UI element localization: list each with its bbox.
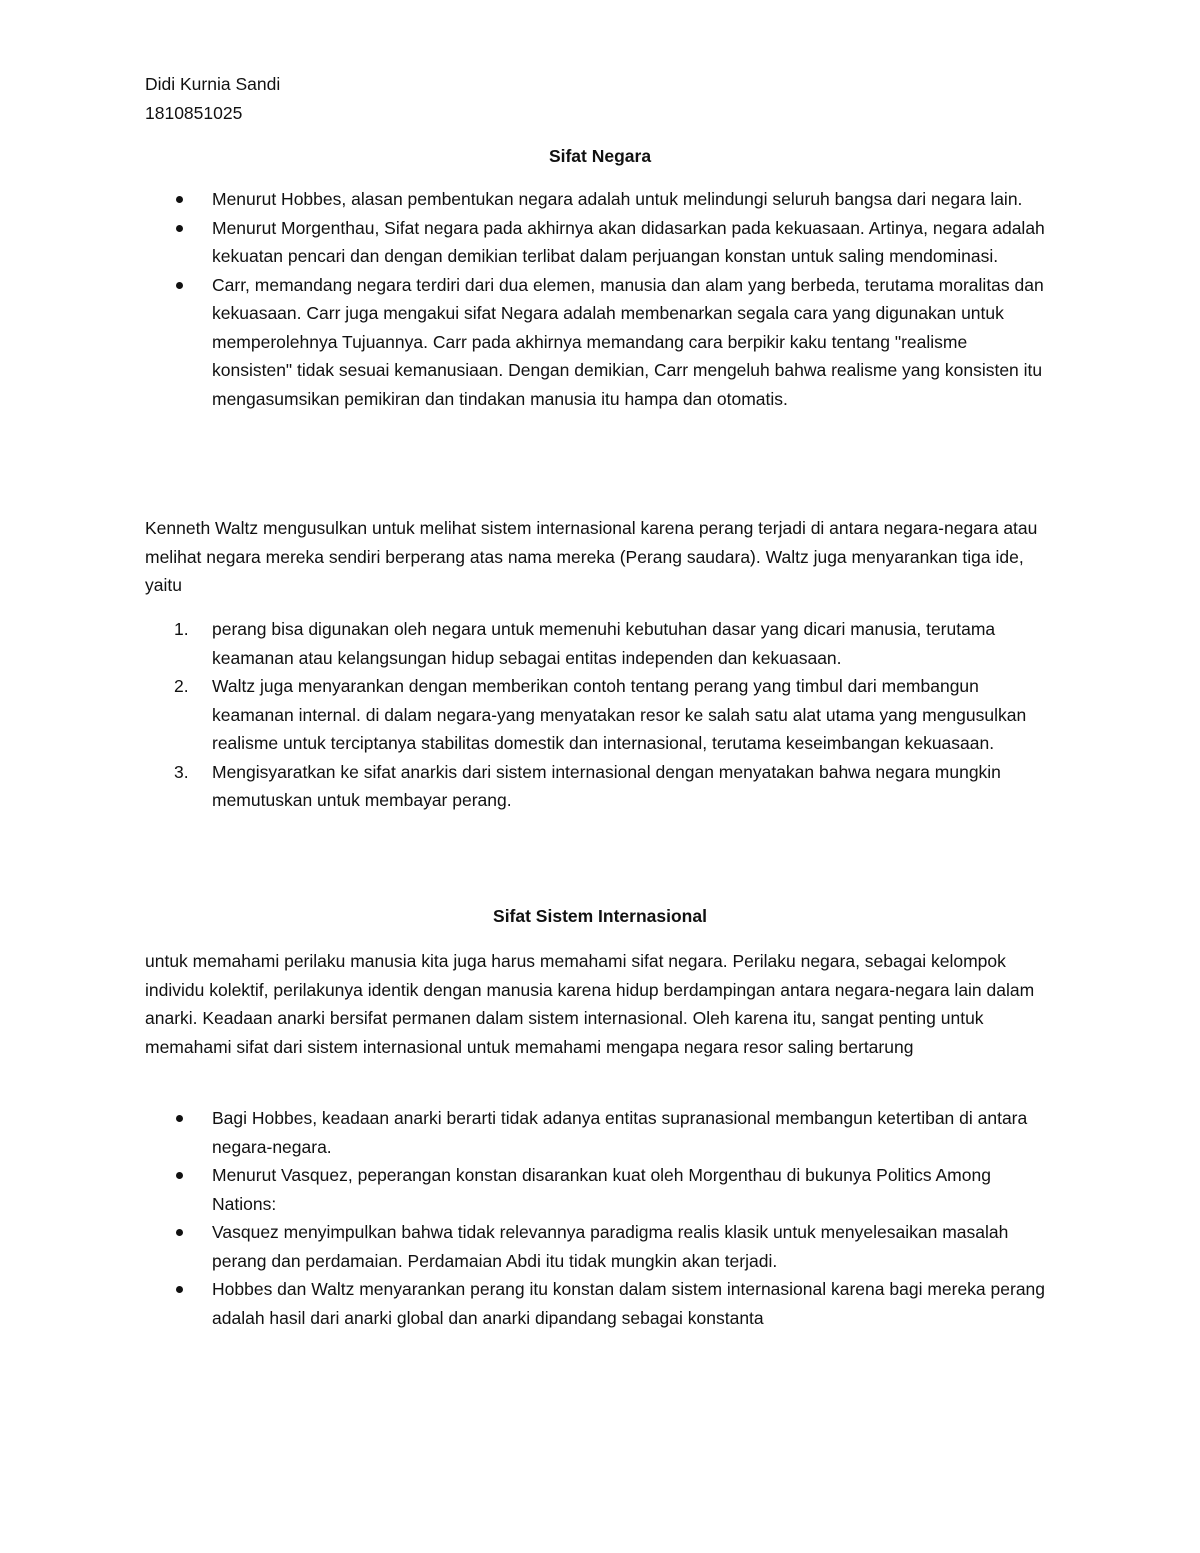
list-item-text: Bagi Hobbes, keadaan anarki berarti tidak adanya entitas supranasional membangun ketertiban di antara negara-negara. <box>212 1108 1028 1157</box>
bullet-icon <box>176 1229 183 1236</box>
list-item-text: Waltz juga menyarankan dengan memberikan contoh tentang perang yang timbul dari membangun keamanan internal. di dalam negara-yang menyatakan resor ke salah satu alat utama yang mengusulkan realisme untuk terciptanya stabilitas domestik dan internasional, terutama keseimbangan kekuasaan. <box>212 676 1027 753</box>
list-number: 1. <box>174 619 189 639</box>
list-number: 3. <box>174 761 189 782</box>
paragraph-waltz: Kenneth Waltz mengusulkan untuk melihat sistem internasional karena perang terjadi di antara negara-negara atau melihat negara mereka sendiri berperang atas nama mereka (Perang saudara). Waltz juga menyarankan tiga ide, yaitu <box>145 518 1038 595</box>
list-item <box>145 1161 1050 1218</box>
list-item <box>145 672 1050 758</box>
author-block <box>145 70 280 127</box>
bullet-icon <box>176 196 183 203</box>
bullet-icon <box>176 1286 183 1293</box>
list-item <box>145 271 1050 414</box>
list-item <box>145 1104 1050 1161</box>
list-item <box>145 1218 1050 1275</box>
bullet-icon <box>176 282 183 289</box>
bullet-icon <box>176 1115 183 1122</box>
author-name: Didi Kurnia Sandi <box>145 74 281 94</box>
list-item-text: perang bisa digunakan oleh negara untuk memenuhi kebutuhan dasar yang dicari manusia, terutama keamanan atau kelangsungan hidup sebagai entitas independen dan kekuasaan. <box>212 619 996 668</box>
list-item <box>145 615 1050 672</box>
bullet-icon <box>176 225 183 232</box>
student-id: 1810851025 <box>145 102 243 123</box>
paragraph-perilaku-negara: untuk memahami perilaku manusia kita juga harus memahami sifat negara. Perilaku negara, sebagai kelompok individu kolektif, perilakunya identik dengan manusia karena hidup berdampingan antara negara-negara lain dalam anarki. Keadaan anarki bersifat permanen dalam sistem internasional. Oleh karena itu, sangat penting untuk memahami sifat dari sistem internasional untuk memahami mengapa negara resor saling bertarung <box>145 951 1035 1057</box>
list-item-text: Menurut Morgenthau, Sifat negara pada akhirnya akan didasarkan pada kekuasaan. Artinya, negara adalah kekuatan pencari dan dengan demikian terlibat dalam perjuangan konstan untuk saling mendominasi. <box>212 217 1045 266</box>
list-item-text: Menurut Hobbes, alasan pembentukan negara adalah untuk melindungi seluruh bangsa dari negara lain. <box>212 189 1023 209</box>
list-item-text: Carr, memandang negara terdiri dari dua elemen, manusia dan alam yang berbeda, terutama moralitas dan kekuasaan. Carr juga mengakui sifat Negara adalah membenarkan segala cara yang digunakan untuk memperolehnya Tujuannya. Carr pada akhirnya memandang cara berpikir kaku tentang "realisme konsisten" tidak sesuai kemanusiaan. Dengan demikian, Carr mengeluh bahwa realisme yang konsisten itu mengasumsikan pemikiran dan tindakan manusia itu hampa dan otomatis. <box>212 274 1044 409</box>
list-item-text: Mengisyaratkan ke sifat anarkis dari sistem internasional dengan menyatakan bahwa negara mungkin memutuskan untuk membayar perang. <box>212 761 1001 810</box>
list-item <box>145 1275 1050 1332</box>
section1-bullet-list <box>145 185 1050 413</box>
list-item <box>145 214 1050 271</box>
section1-numbered-list <box>145 615 1050 815</box>
list-item <box>145 758 1050 815</box>
list-number: 2. <box>174 676 189 696</box>
section2-bullet-list <box>145 1104 1050 1332</box>
list-item-text: Vasquez menyimpulkan bahwa tidak relevannya paradigma realis klasik untuk menyelesaikan masalah perang dan perdamaian. Perdamaian Abdi itu tidak mungkin akan terjadi. <box>212 1222 1009 1271</box>
list-item-text: Menurut Vasquez, peperangan konstan disarankan kuat oleh Morgenthau di bukunya Politics Among Nations: <box>212 1165 991 1214</box>
bullet-icon <box>176 1172 183 1179</box>
section-title-sifat-sistem-internasional: Sifat Sistem Internasional <box>493 906 707 926</box>
list-item-text: Hobbes dan Waltz menyarankan perang itu konstan dalam sistem internasional karena bagi mereka perang adalah hasil dari anarki global dan anarki dipandang sebagai konstanta <box>212 1279 1046 1328</box>
list-item <box>145 185 1050 214</box>
section-title-sifat-negara: Sifat Negara <box>548 146 652 166</box>
